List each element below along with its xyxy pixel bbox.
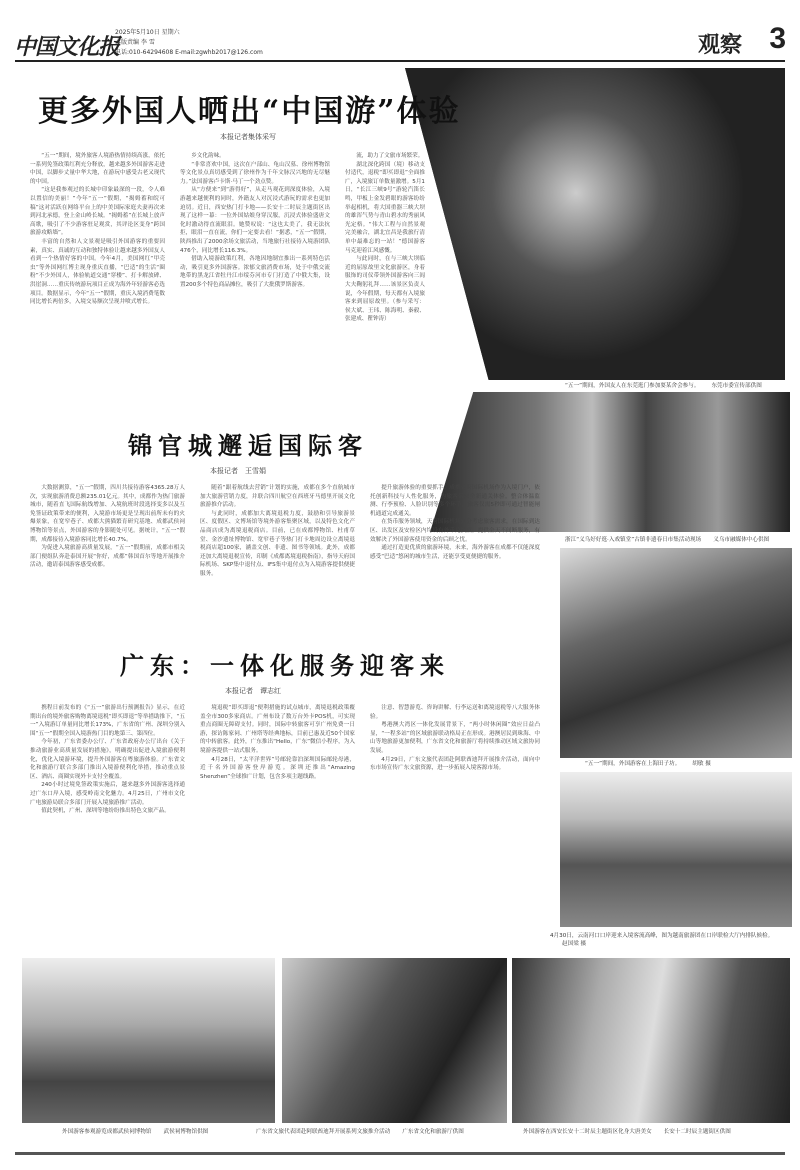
caption-credit: 赵国梁 摄: [562, 941, 587, 947]
article2-column-1: [30, 484, 185, 634]
paragraph: 粤港澳大湾区一体化发展背景下，“两小时休闲圈”效应日益凸显，“一程多站”的区域旅游联动格局正在形成。港澳居民到珠海、中山等地旅游更加便利，广东省文化和旅游厅将持续推动区域文旅协同发展。: [370, 722, 540, 754]
paragraph: 240小时过境免签政策实施后，越来越多外国游客选择通过广东口岸入境，感受岭南文化魅力。4月25日，广州市文化广电旅游局联合多部门开展入境旅游推广活动。: [30, 782, 185, 806]
photo-caption: [585, 760, 790, 768]
paragraph: 境退税“即买即退”便利措施的试点城市，离境退税政策覆盖全市300多家商店。广州布设了数万台外卡POS机，可实现重点商圈无障碍支付。同时，国际中转旅客可享广州免费一日游，探访陈家祠、广州塔等经典地标，目前已惠及近50个国家的中转旅客。此外，广东推出“Hello，广东”微信小程序，为入境游客提供一站式服务。: [200, 705, 355, 754]
paragraph: 注意、智慧游览、咨询讲解、行李运送和离境退税等八大服务体验。: [370, 705, 540, 720]
header-rule: [15, 60, 785, 62]
paragraph: 随着“跟着航线去营销”计划的实施，成都在多个直航城市加大旅游营销力度，并联合四川航空在西班牙马德里开展文化旅游推介活动。: [200, 485, 355, 509]
caption-credit: 胡敏 摄: [692, 761, 711, 767]
photo-caption: [62, 1128, 208, 1136]
masthead-meta: [115, 28, 263, 58]
article3-column-3: [370, 704, 540, 866]
photo-caption: [550, 932, 790, 948]
contact: 电话:010-64294608 E-mail:zgwhb2017@126.com: [115, 49, 263, 56]
section-title: 观察: [697, 32, 742, 58]
newspaper-logo: 中国文化报: [14, 34, 120, 60]
caption-text: 外国游客在西安长安十二时辰主题街区化身大唐美女: [523, 1129, 652, 1135]
paragraph: 4月28日，“太平洋世界”号邮轮靠泊深圳国际邮轮母港，近千名外国游客登岸游览。深圳还推出“Amazing Shenzhen”全球推广计划，包含多项主题线路。: [200, 756, 355, 780]
photo-xian-tang-costume: [512, 958, 790, 1123]
paragraph: 与此同时，在与三峡大坝临近的屈原故里文化旅游区，身着服饰的司仪带领外国游客向三闾大夫鞠躬礼拜……该景区负责人说，今年假期，每天都有入境旅客来到屈原故里。（参与采写：侯大斌、王玮、陈海明、秦毅、张建成、瞿钟涛）: [345, 256, 425, 323]
photo-dubai-promotion: [282, 958, 507, 1123]
page-number: 3: [769, 22, 786, 55]
paragraph: 为促进入境旅游高质量发展，“五一”假期前，成都市相关部门便组队奔赴泰国开展“你好，成都”韩国首尔等地开展推介活动，邀请泰国游客感受成都。: [30, 545, 185, 569]
paragraph: 在货币服务领域，天府国际机场充分考虑旅客需求，在国际到达区、出发区及安检区内均设有外币兑换点，提供全天不间断服务，有效解决了外国游客使用资金的后顾之忧。: [370, 519, 540, 543]
paragraph: “这是我参观过的长城中印象最深的一段，令人难以置信的美丽！”今年“五一”假期，“揭姆蓄和皖可稿”这对活跃在网络平台上的中美国际家庭夫妻再次来到河北承德，登上金山岭长城。“揭姆蓄”在长城上放声高歌，吸引了不少游客驻足观赏，其评论区变身“跨国旅游攻略墙”。: [30, 187, 165, 237]
article2-column-2: [200, 484, 355, 634]
caption-text: “五一”期间，外国友人在东莞逛门参加耍某舍会参与。: [565, 383, 700, 389]
article1-byline: 本报记者集体采写: [220, 133, 276, 141]
article1-headline: 更多外国人晒出“中国游”体验: [38, 94, 461, 129]
photo-caption: [256, 1128, 464, 1136]
issue-date: 2025年5月10日 星期六: [115, 29, 180, 36]
paragraph: 大数据测算，“五一”假期，四川共接待游客4365.28万人次，实现旅游消费总额235.01亿元。其中，成都作为热门旅游城市，随着直飞国际航线增加、入境航班时段选择变多以及互免签证政策带来的便利，入境游市场更是呈现出前所未有的火爆景象，在宽窄巷子、成都大熊猫繁育研究基地、成都武侯祠博物馆等景点，外国游客的身影随处可见。据统计，“五一”假期，成都接待入境游客同比增长40.7%。: [30, 485, 185, 543]
caption-credit: 长安十二时辰主题街区供图: [663, 1129, 731, 1135]
photo-hekou-port: [560, 772, 792, 927]
caption-text: “五一”期间，外国游客在上海田子坊。: [585, 761, 681, 767]
article2-headline: 锦官城邂逅国际客: [128, 431, 368, 460]
paragraph: 通过打造更优质的旅游环境，未来，海外游客在成都不仅能深度感受“巴适”悠闲的城市生活，还能享受更便捷的服务。: [370, 545, 540, 560]
article1-column-1: [30, 152, 165, 422]
article1-column-3: [345, 152, 425, 402]
caption-text: 外国游客参观游览成都武侯祠博物馆: [62, 1129, 152, 1135]
article3-column-2: [200, 704, 355, 866]
photo-caption: [565, 382, 790, 390]
paragraph: “五一”期间，境外旅客人境游热情持续高涨，依托一系列免签政策红利充分释放，越来越多外国游客走进中国，以脚步丈量中华大地，在游玩中感受古老又现代的中国。: [30, 153, 165, 185]
caption-text: 浙江“义乌好好逛·入戏镇堂”古镇非遗春日市集活动现场: [565, 537, 702, 543]
caption-credit: 武侯祠博物馆供图: [163, 1129, 209, 1135]
photo-caption: [565, 536, 795, 544]
caption-credit: 义乌市融媒体中心供图: [713, 537, 770, 543]
paragraph: 值此契机，广州、深圳等地纷纷推出特色文旅产品。: [41, 808, 170, 815]
paragraph: 4月29日，广东文旅代表团赴阿联酋迪拜开展推介活动，面向中东市场宣传广东文旅资源，进一步拓展入境客源市场。: [370, 756, 540, 772]
paragraph: 与此同时，成都加大离境退税力度，鼓励和引导旅游景区、度假区、文博场馆等境外游客集聚区域，以及特色文化产品商店成为离境退税商店。目前，已在成都博物馆、杜甫草堂、金沙遗址博物馆、宽窄巷子等热门打卡地周边设立离境退税商店超100家，涵盖文创、非遗、图书等领域。此外，成都还加大离境退税宣传，印制《成都离境退税指南》，指导天府国际机场、SKP集中退付点、IFS集中退付点为入境游客提供便捷服务。: [200, 510, 355, 577]
paragraph: 借助入境游政策红利，各地因地制宜推出一系列特色活动，吸引更多外国游客。浓郁文旅消费市场，处于中俄交流地带的黑龙江省牡丹江市绥芬河市专门打造了中俄大集，设置200多个特色商品摊位，吸引了大批俄罗斯游客。: [180, 256, 330, 288]
article3-column-1: [30, 704, 185, 866]
footer-rule: [15, 1152, 785, 1155]
caption-text: 广东省文旅代表团赴阿联酋迪拜开展系列文旅推介活动: [256, 1129, 391, 1135]
caption-credit: 广东省文化和旅游厅供图: [402, 1129, 464, 1135]
paragraph: 今年初，广东省委办公厅、广东省政府办公厅出台《关于推动旅游业高质量发展的措施》，明确提出促进入境旅游便利化，优化入境游环境，提升外国游客在粤旅游体验。广东省文化和旅游厅联合多部门推出入境游便利化举措，推动重点景区、酒店、商圈实现外卡支付全覆盖。: [30, 739, 185, 780]
photo-shanghai-tianzifang: [560, 548, 792, 758]
paragraph: 湖北深化跨国（境）移动支付适代，退税“即买即退”全面推广，入境旅订单数量激增。5月1日，“长江三峡9号”游轮汽笛长鸣，甲板上金发碧眼的游客纷纷举起相机，将大国重器三峡大坝的雄浑气势与青山碧水的秀丽风光定格。“伟大工程与自然景观完美融合，湖北宜昌是我旅行清单中最难忘的一站！”德国游客马克迎着江风感慨。: [345, 161, 425, 254]
photo-wuhou-shrine: [22, 958, 275, 1123]
article2-byline: 本报记者 王雪娟: [210, 467, 266, 475]
photo-caption: [523, 1128, 731, 1136]
paragraph: 提升旅游体验的重要抓手。成都天府国际机场作为入境门户，依托创新科技与人性化服务，为旅客带来全新通关体验。整合体温监测、行李预检、人脸识别等多个环节，旅客仅需5秒即可通过智能闸机通道完成通关。: [370, 485, 540, 517]
article3-byline: 本报记者 谭志红: [225, 687, 281, 695]
paragraph: 携程日前发布的《“五一”旅游出行预测报告》显示，在近期出台的境外旅客购物离境退税“即买即退”等举措助推下，“五一”入境游订单量同比增长173%，广东省的广州、深圳分别入围“五一”假期全国入境游热门目的地第三、第四位。: [30, 705, 185, 737]
paragraph: 流，助力了文旅市场繁荣。: [356, 153, 424, 159]
paragraph: 丰富的自然和人文景观是吸引外国游客的重要因素，真实、真诚的互动和独特体验让越来越多外国友人看到一个热情好客的中国。今年4月，美国网红“甲壳虫”等外国网红博主现身重庆直播，“巴适”的生活“圈粉”不少外国人，体验轨道交通“穿楼”、打卡解放碑、洪崖洞……重庆传统游玩项目正成为海外年轻游客必选项目。数据显示，今年“五一”假期，重庆入境消费笔数同比增长两倍多，入境交易额次呈现井喷式增长。: [30, 238, 165, 306]
article1-column-2: [180, 152, 330, 422]
article2-column-3: [370, 484, 540, 634]
editor: 本版责编 李 雪: [115, 39, 155, 46]
paragraph: 从“方便来”到“游得好”，从走马观花到深度体验，入境游越来越便利的同时，外籍友人对沉浸式游玩的需求也更加迫切。近日，西安热门打卡地——长安十二时辰主题街区出现了这样一幕：一位外国姑娘身穿汉服，沉浸式体验盛唐文化时激动得直流眼泪。她赞叹说：“这也太美了，我无法抗拒，眼泪一直在流，你们一定要去看！”据悉，“五一”假期，陕西推出了2000余场文旅活动，当地旅行社接待入境游团队476个，同比增长116.3%。: [180, 187, 330, 254]
article3-headline: 广东：一体化服务迎客来: [120, 651, 450, 680]
caption-text: 4月30日，云南河口口岸迎来入境客流高峰，图为越南旅游团在口岸联检大厅内排队候检。: [550, 933, 774, 939]
caption-credit: 东莞市委宣传部供图: [711, 383, 762, 389]
paragraph: 乡文化韵味。: [191, 153, 225, 159]
photo-foreign-tourists-dongguan: [405, 68, 785, 380]
paragraph: “非常喜欢中国，这次在户部山、龟山汉墓、徐州博物馆等文化景点真切感受到了徐州作为千年文脉汉兴地的无尽魅力。”法国游客卢卡斯·马丁一个劲点赞。: [180, 161, 330, 185]
